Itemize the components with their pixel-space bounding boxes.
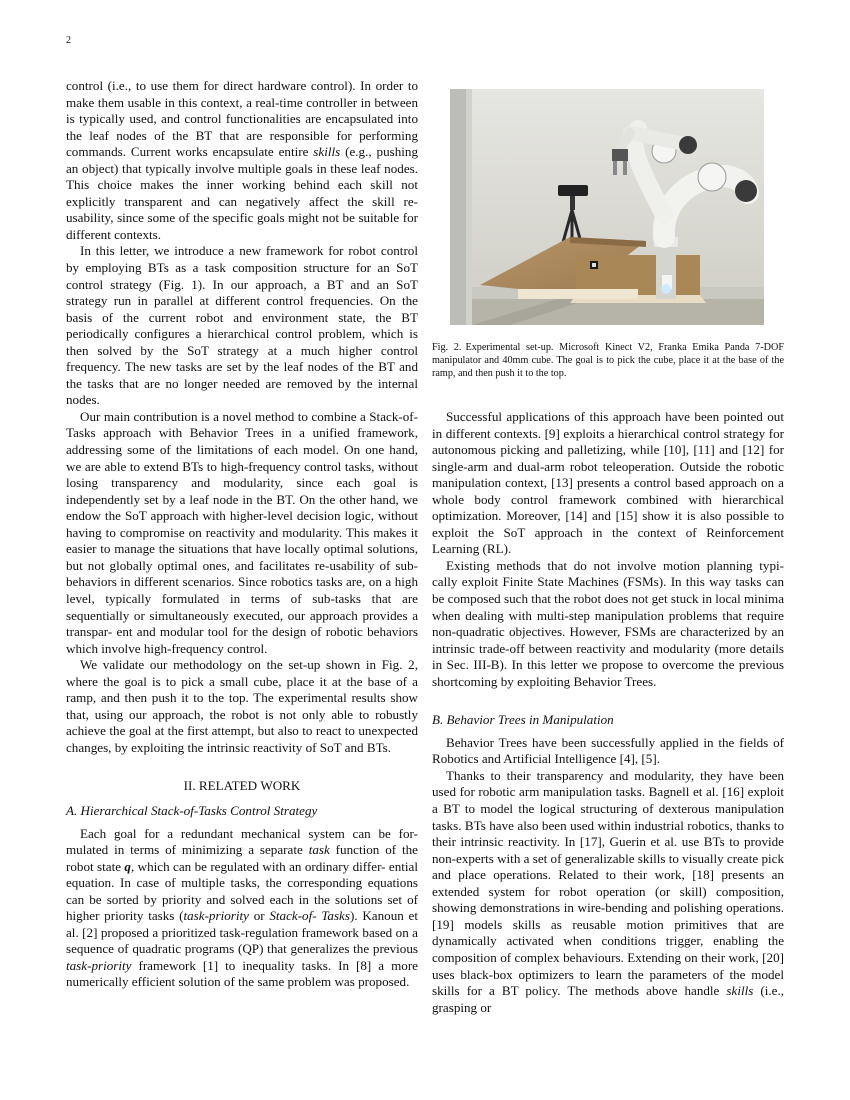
left-column bbox=[66, 78, 418, 991]
figure-label: Fig. 2. bbox=[432, 342, 462, 353]
robot-setup-illustration bbox=[450, 89, 764, 325]
section-heading-related-work: II. RELATED WORK bbox=[183, 778, 301, 794]
paragraph-bt-transparency: Thanks to their transparency and modularity, they have been used for robotic arm manipulation tasks. Bagnell et al. [16] exploit a BT to model the logical structuring of dexterous manipulation tasks. BTs have also been used within industrial robotics, thanks to their intrinsic reactivity. In [17], Guerin et al. use BTs to provide non-experts with a set of generalizable skills to visually create pick and place operations. Related to their work, [18] presents an extended system for robot operation (or skill) composition, showing demonstrations in wire-bending and polishing operations. [19] models skills as reusable motion primitives that are dynamically activated when conditions trigger, enabling the composition of complex behaviours. Extending on their work, [20] uses black-box optimizers to learn the parameters of the model skills for a BT policy. The methods above handle skills (i.e., grasping or bbox=[432, 767, 784, 1015]
figure-caption-text: Experimental set-up. Microsoft Kinect V2, Franka Emika Panda 7-DOF manipulator and 40mm cube. The goal is to pick the cube, place it at the base of the ramp, and then push it to the top. bbox=[432, 342, 784, 379]
paragraph-fsm: Existing methods that do not involve motion planning typi- cally exploit Finite State Machines (FSMs). In this way tasks can be composed such that the robot does not get stuck in local minima when dealing with multi-step manipulation problems that require non-quadratic objectives. However, FSMs are characterized by an intrinsic trade-off between reactivity and modularity (more details in Sec. III-B). In this letter we propose to overcome the previous shortcoming by exploiting Behavior Trees. bbox=[432, 557, 785, 689]
right-column bbox=[432, 409, 784, 1016]
paragraph-bt-applied: Behavior Trees have been successfully applied in the fields of Robotics and Artificial Intelligence [4], [5]. bbox=[432, 734, 784, 767]
paragraph-intro-continued: control (i.e., to use them for direct hardware control). In order to make them usable in this context, a real-time controller in between is typically used, and control functionalities are encapsulated into the leaf nodes of the BT that are responsible for performing commands. Current works encapsulate entire skills (e.g., pushing an object) that typically involve multiple goals in these leaf nodes. This choice makes the inner working behind each skill not explicitly transparent and can negatively affect the skill re-usability, since some of the specific goals might not be suitable for different contexts. bbox=[66, 78, 418, 242]
figure-caption bbox=[432, 341, 784, 380]
page-number: 2 bbox=[66, 35, 71, 46]
paragraph-main-contribution: Our main contribution is a novel method to combine a Stack-of-Tasks approach with Behavior Trees in a unified framework, addressing some of the limitations of each model. On one hand, we are able to extend BTs to high-frequency control tasks, without losing transparency and modularity, since each goal is independently set by a leaf node in the BT. On the other hand, we endow the SoT approach with higher-level decision logic, without having to compromise on reactivity and modularity. This makes it easier to manage the situations that have locally optimal solutions, but not globally optimal ones, and facilitates re-usability of sub-behaviors in different scenarios. Since robotics tasks are, on a high level, typically formulated in terms of sub-tasks that are sequentially or simultaneously executed, our approach provides a transpar- ent and modular tool for the design of robotic behaviors which involve high-frequency control. bbox=[66, 408, 418, 656]
experimental-setup-photo bbox=[450, 89, 764, 325]
paragraph-sot-definition: Each goal for a redundant mechanical system can be for- mulated in terms of minimizing a separate task function of the robot state q, which can be regulated with an ordinary differ- ential equation. In case of multiple tasks, the corresponding equations can be sorted by priority and solved each in the solutions set of higher priority tasks (task-priority or Stack-of- Tasks). Kanoun et al. [2] proposed a prioritized task-regulation framework based on a sequence of quadratic programs (QP) that generalizes the previous task-priority framework [1] to inequality tasks. In [8] a more numerically efficient solution of the same problem was proposed. bbox=[66, 825, 418, 990]
subsection-heading-sot: A. Hierarchical Stack-of-Tasks Control Strategy bbox=[66, 802, 318, 818]
paragraph-validation: We validate our methodology on the set-up shown in Fig. 2, where the goal is to pick a small cube, place it at the base of a ramp, and then push it to the top. The experimental results show that, using our approach, the robot is not only able to robustly achieve the goal at the first attempt, but also to react to unexpected changes, by exploiting the intrinsic reactivity of SoT and BTs. bbox=[66, 657, 418, 755]
paragraph-this-letter: In this letter, we introduce a new framework for robot control by employing BTs as a task composition structure for an SoT control strategy (Fig. 1). In our approach, a BT and an SoT strategy run in parallel at different control frequencies. On the basis of the current robot and environment state, the BT periodically configures a hierarchical control problem, which is then solved by the SoT strategy at a much higher control frequency. The new tasks are set by the leaf nodes of the BT and the tasks that are no longer needed are removed by the internal nodes. bbox=[66, 243, 418, 408]
subsection-heading-bt-manipulation: B. Behavior Trees in Manipulation bbox=[432, 712, 614, 728]
paragraph-applications: Successful applications of this approach have been pointed out in different contexts. [9] exploits a hierarchical control strategy for autonomous picking and palletizing, while [10], [11] and [12] for single-arm and dual-arm robot teleoperation. Outside the robotic manipulation context, [13] presents a control based approach on a whole body control framework combined with hierarchical optimization. Moreover, [14] and [15] show it is also possible to exploit the SoT approach in the context of Reinforcement Learning (RL). bbox=[432, 409, 784, 557]
